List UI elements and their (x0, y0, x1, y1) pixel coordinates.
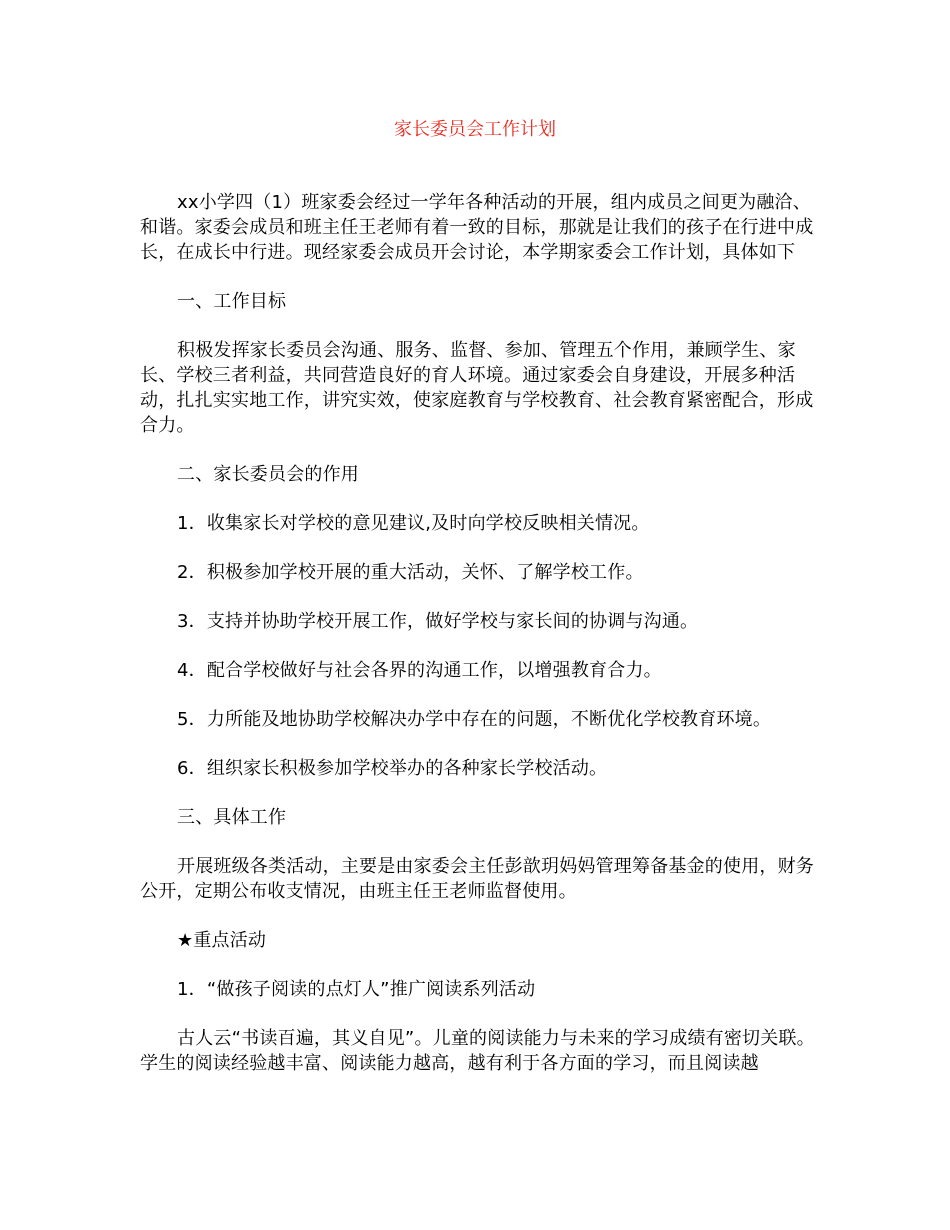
key-activities-heading: ★重点活动 (177, 930, 267, 951)
intro-paragraph: xx小学四（1）班家委会经过一学年各种活动的开展，组内成员之间更为融洽、和谐。家委会成员和班主任王老师有着一致的目标，那就是让我们的孩子在行进中成长，在成长中行进。现经家委会成员开会讨论，本学期家委会工作计划，具体如下 (140, 192, 814, 263)
role-item-3: 3．支持并协助学校开展工作，做好学校与家长间的协调与沟通。 (177, 611, 699, 632)
role-item-1: 1．收集家长对学校的意见建议,及时向学校反映相关情况。 (177, 513, 650, 534)
document-title: 家长委员会工作计划 (394, 119, 556, 140)
section-heading-goals: 一、工作目标 (177, 291, 287, 312)
activity-item-1: 1．“做孩子阅读的点灯人”推广阅读系列活动 (177, 979, 536, 1000)
role-item-6: 6．组织家长积极参加学校举办的各种家长学校活动。 (177, 758, 608, 779)
goals-paragraph: 积极发挥家长委员会沟通、服务、监督、参加、管理五个作用，兼顾学生、家长、学校三者利益，共同营造良好的育人环境。通过家委会自身建设，开展多种活动，扎扎实实地工作，讲究实效，使家庭教育与学校教育、社会教育紧密配合，形成合力。 (140, 340, 814, 436)
work-paragraph: 开展班级各类活动，主要是由家委会主任彭歆玥妈妈管理筹备基金的使用，财务公开，定期公布收支情况，由班主任王老师监督使用。 (140, 856, 814, 902)
role-item-4: 4．配合学校做好与社会各界的沟通工作，以增强教育合力。 (177, 660, 662, 681)
reading-paragraph: 古人云“书读百遍，其义自见”。儿童的阅读能力与未来的学习成绩有密切关联。学生的阅读经验越丰富、阅读能力越高，越有利于各方面的学习，而且阅读越 (140, 1028, 815, 1074)
role-item-2: 2．积极参加学校开展的重大活动，关怀、了解学校工作。 (177, 562, 644, 583)
document-body (140, 190, 815, 1100)
role-item-5: 5．力所能及地协助学校解决办学中存在的问题，不断优化学校教育环境。 (177, 709, 772, 730)
section-heading-work: 三、具体工作 (177, 807, 287, 828)
section-heading-roles: 二、家长委员会的作用 (177, 464, 359, 485)
